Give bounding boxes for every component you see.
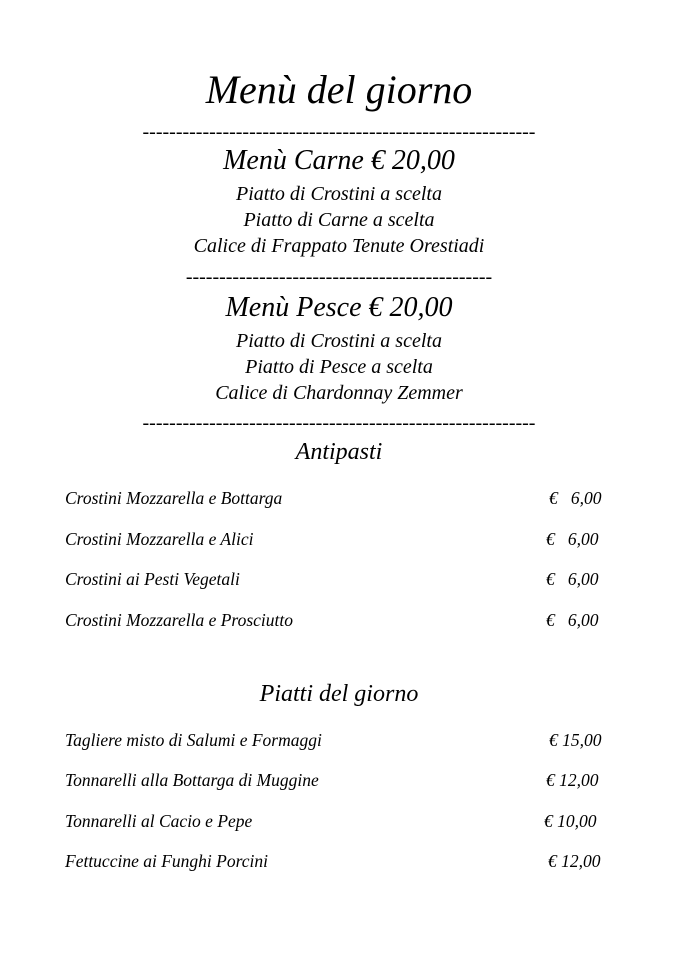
antipasti-item-name: Crostini Mozzarella e Alici <box>65 529 254 549</box>
page-title: Menù del giorno <box>205 67 473 112</box>
menu-carne-title: Menù Carne € 20,00 <box>223 145 455 176</box>
menu-carne-line: Calice di Frappato Tenute Orestiadi <box>193 235 485 257</box>
piatti-item-price: € 15,00 <box>549 730 602 750</box>
separator-middle: ---------------------------------------------- <box>185 266 493 288</box>
antipasti-item-price: € 6,00 <box>549 488 602 508</box>
menu-pesce-line: Piatto di Crostini a scelta <box>236 330 442 352</box>
antipasti-item-price: € 6,00 <box>546 569 599 589</box>
antipasti-item-price: € 6,00 <box>546 529 599 549</box>
piatti-item-name: Tonnarelli alla Bottarga di Muggine <box>65 770 319 790</box>
piatti-title: Piatti del giorno <box>259 681 419 707</box>
antipasti-item-name: Crostini Mozzarella e Prosciutto <box>65 610 293 630</box>
antipasti-item-name: Crostini Mozzarella e Bottarga <box>65 488 283 508</box>
piatti-item-name: Tonnarelli al Cacio e Pepe <box>65 811 253 831</box>
piatti-item-price: € 12,00 <box>546 770 599 790</box>
antipasti-title: Antipasti <box>295 439 383 465</box>
piatti-item-price: € 10,00 <box>544 811 597 831</box>
separator-top: ----------------------------------------------------------- <box>142 121 536 143</box>
piatti-item-name: Tagliere misto di Salumi e Formaggi <box>65 730 322 750</box>
menu-carne-line: Piatto di Crostini a scelta <box>236 183 442 205</box>
menu-pesce-line: Piatto di Pesce a scelta <box>245 356 433 378</box>
antipasti-item-price: € 6,00 <box>546 610 599 630</box>
antipasti-item-name: Crostini ai Pesti Vegetali <box>65 569 240 589</box>
piatti-item-name: Fettuccine ai Funghi Porcini <box>65 851 268 871</box>
separator-bottom: ----------------------------------------------------------- <box>142 412 536 434</box>
menu-pesce-line: Calice di Chardonnay Zemmer <box>215 382 463 404</box>
menu-carne-line: Piatto di Carne a scelta <box>243 209 435 231</box>
piatti-item-price: € 12,00 <box>548 851 601 871</box>
menu-pesce-title: Menù Pesce € 20,00 <box>225 292 453 323</box>
